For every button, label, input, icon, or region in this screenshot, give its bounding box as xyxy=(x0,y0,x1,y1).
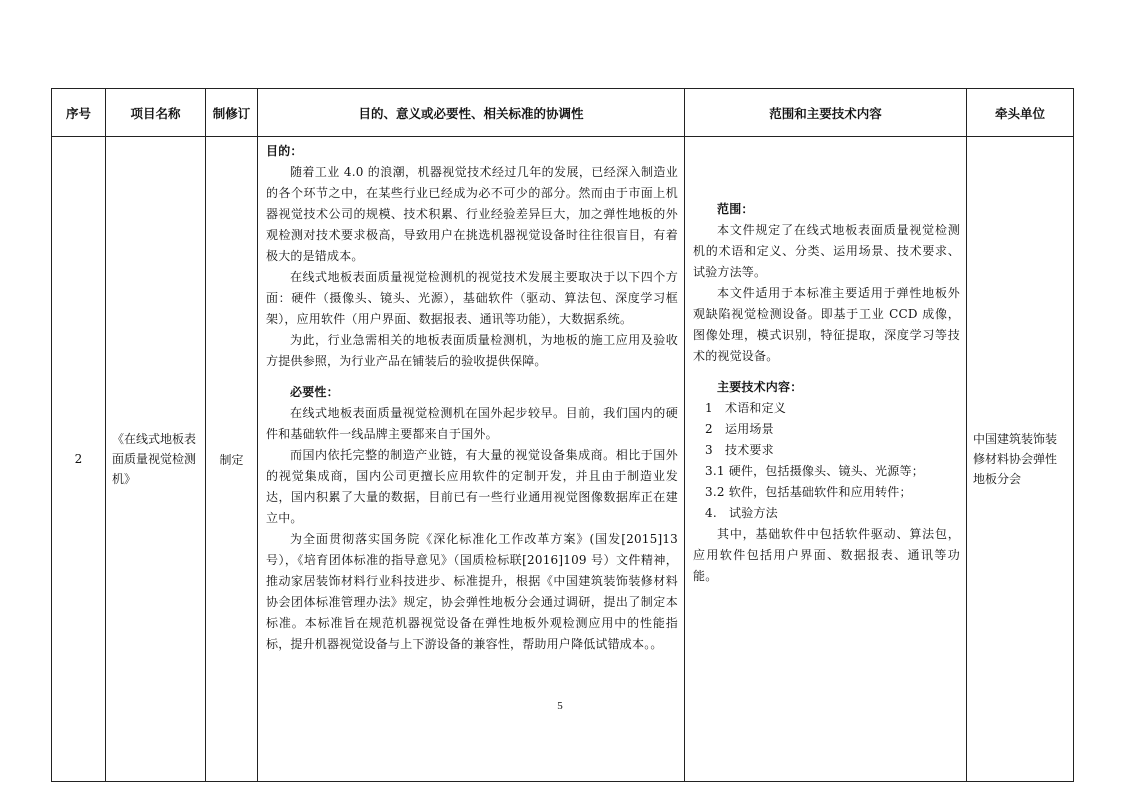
purpose-paragraph: 在线式地板表面质量视觉检测机的视觉技术发展主要取决于以下四个方面：硬件（摄像头、镜头、光源），基础软件（驱动、算法包、深度学习框架），应用软件（用户界面、数据报表、通讯等功能），大数据系统。 xyxy=(266,270,678,326)
scope-title: 范围： xyxy=(717,202,754,216)
tech-item: 3 技术要求 xyxy=(705,443,774,457)
tech-item: 1 术语和定义 xyxy=(705,401,787,415)
tech-item: 4. 试验方法 xyxy=(705,506,778,520)
cell-purpose xyxy=(258,137,685,782)
header-seq: 序号 xyxy=(52,89,106,137)
header-lead-org: 牵头单位 xyxy=(967,89,1074,137)
necessity-paragraph: 为全面贯彻落实国务院《深化标准化工作改革方案》(国发[2015]13号），《培育团体标准的指导意见》（国质检标联[2016]109 号）文件精神，推动家居装饰材料行业科技进步、标准提升，根据《中国建筑装饰装修材料协会团体标准管理办法》规定，协会弹性地板分会通过调研，提出了制定本标准。本标准旨在规范机器视觉设备在弹性地板外观检测应用中的性能指标，提升机器视觉设备与上下游设备的兼容性，帮助用户降低试错成本。。 xyxy=(266,532,678,651)
scope-paragraph: 其中，基础软件中包括软件驱动、算法包，应用软件包括用户界面、数据报表、通讯等功能。 xyxy=(693,527,960,583)
scope-paragraph: 本文件规定了在线式地板表面质量视觉检测机的术语和定义、分类、运用场景、技术要求、试验方法等。 xyxy=(693,223,960,279)
cell-project-name: 《在线式地板表面质量视觉检测机》 xyxy=(106,137,206,782)
purpose-paragraph: 为此，行业急需相关的地板表面质量检测机，为地板的施工应用及验收方提供参照，为行业产品在铺装后的验收提供保障。 xyxy=(266,333,678,368)
spacer xyxy=(693,367,960,377)
cell-revision: 制定 xyxy=(206,137,258,782)
header-purpose: 目的、意义或必要性、相关标准的协调性 xyxy=(258,89,685,137)
header-row xyxy=(52,89,1074,137)
tech-item: 3.2 软件，包括基础软件和应用转件； xyxy=(705,485,912,499)
scope-paragraph: 本文件适用于本标准主要适用于弹性地板外观缺陷视觉检测设备。即基于工业 CCD 成像，图像处理，模式识别，特征提取，深度学习等技术的视觉设备。 xyxy=(693,286,960,363)
purpose-paragraph: 随着工业 4.0 的浪潮，机器视觉技术经过几年的发展，已经深入制造业的各个环节之中，在某些行业已经成为必不可少的部分。然而由于市面上机器视觉技术公司的规模、技术积累、行业经验差异巨大，加之弹性地板的外观检测对技术要求极高，导致用户在挑选机器视觉设备时往往很盲目，有着极大的是错成本。 xyxy=(266,165,678,263)
tech-item: 2 运用场景 xyxy=(705,422,774,436)
cell-scope xyxy=(685,137,967,782)
necessity-paragraph: 在线式地板表面质量视觉检测机在国外起步较早。目前，我们国内的硬件和基础软件一线品牌主要都来自于国外。 xyxy=(266,406,678,441)
spacer xyxy=(266,372,678,382)
necessity-paragraph: 而国内依托完整的制造产业链，有大量的视觉设备集成商。相比于国外的视觉集成商，国内公司更擅长应用软件的定制开发，并且由于制造业发达，国内积累了大量的数据，目前已有一些行业通用视觉图像数据库正在建立中。 xyxy=(266,448,678,525)
table-row xyxy=(52,137,1074,782)
necessity-title: 必要性： xyxy=(290,385,339,399)
cell-seq: 2 xyxy=(52,137,106,782)
cell-lead-org: 中国建筑装饰装修材料协会弹性地板分会 xyxy=(967,137,1074,782)
standards-table xyxy=(51,88,1074,782)
page-number: 5 xyxy=(557,700,563,712)
header-scope: 范围和主要技术内容 xyxy=(685,89,967,137)
header-project-name: 项目名称 xyxy=(106,89,206,137)
header-revision: 制修订 xyxy=(206,89,258,137)
tech-content-title: 主要技术内容： xyxy=(717,380,803,394)
purpose-title: 目的： xyxy=(266,144,303,158)
tech-item: 3.1 硬件，包括摄像头、镜头、光源等； xyxy=(705,464,924,478)
